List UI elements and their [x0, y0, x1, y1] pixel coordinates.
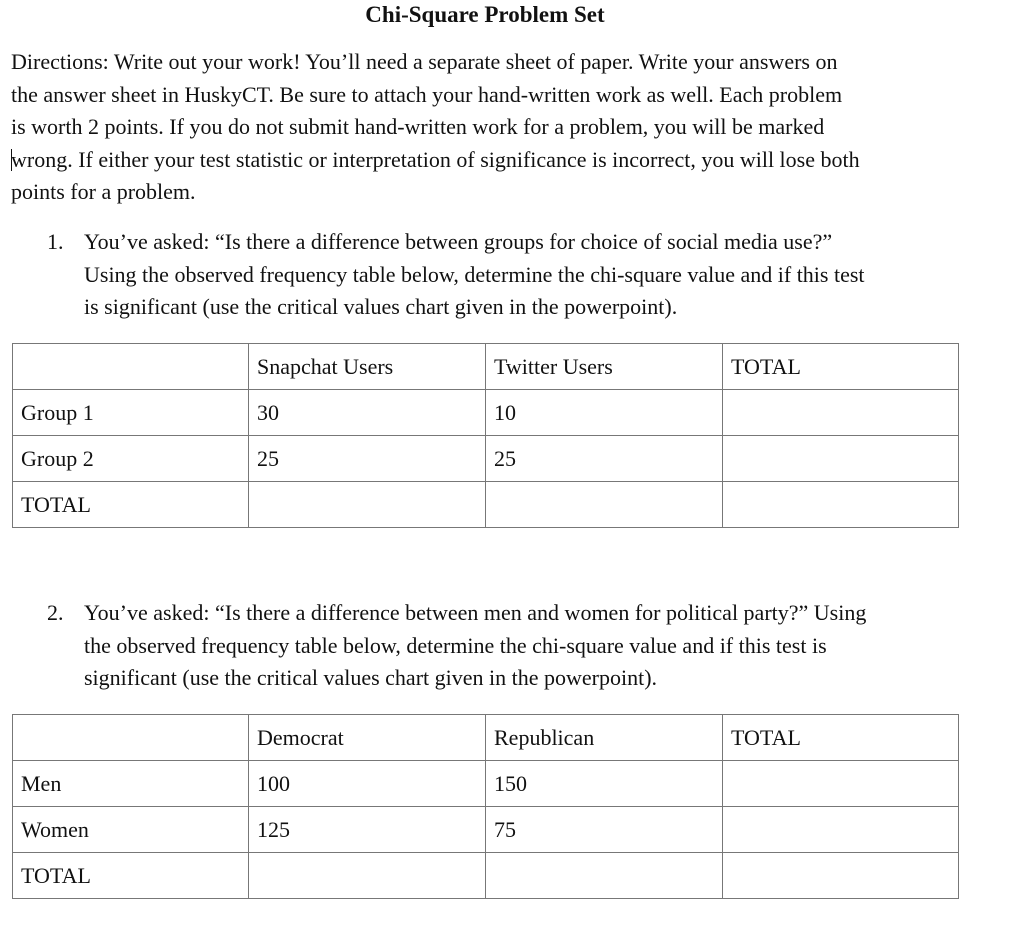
question-line: is significant (use the critical values chart given in the powerpoint). — [84, 294, 678, 320]
table-total-row — [13, 853, 959, 899]
directions-line-with-cursor[interactable] — [11, 144, 1001, 177]
total-cell[interactable] — [723, 853, 959, 899]
table-total-row — [13, 482, 959, 528]
question-line: significant (use the critical values chart given in the powerpoint). — [84, 665, 658, 691]
row-label-cell[interactable]: Group 2 — [13, 436, 249, 482]
directions-line: the answer sheet in HuskyCT. Be sure to attach your hand-written work as well. Each problem — [11, 81, 843, 107]
total-cell[interactable] — [723, 390, 959, 436]
total-cell[interactable] — [723, 807, 959, 853]
directions-line: points for a problem. — [11, 179, 196, 205]
table-cell[interactable]: 25 — [486, 436, 723, 482]
total-cell[interactable] — [723, 482, 959, 528]
table-header-cell[interactable]: Snapchat Users — [249, 344, 486, 390]
directions-line-text: wrong. If either your test statistic or interpretation of significance is incorrect, you will lose both — [11, 146, 860, 172]
table-row — [13, 807, 959, 853]
table-header-cell[interactable] — [13, 715, 249, 761]
table-header-cell[interactable]: TOTAL — [723, 344, 959, 390]
frequency-table-2 — [12, 714, 959, 899]
question-line: You’ve asked: “Is there a difference between men and women for political party?” Using — [84, 600, 867, 625]
table-cell[interactable]: 10 — [486, 390, 723, 436]
table-cell[interactable]: 30 — [249, 390, 486, 436]
question-text — [84, 226, 865, 324]
table-cell[interactable]: 150 — [486, 761, 723, 807]
row-label-cell[interactable]: Group 1 — [13, 390, 249, 436]
directions-paragraph — [11, 46, 1001, 209]
table-cell[interactable]: 125 — [249, 807, 486, 853]
question-text — [84, 597, 866, 695]
total-cell[interactable] — [486, 482, 723, 528]
row-label-cell[interactable]: TOTAL — [13, 853, 249, 899]
question-line: the observed frequency table below, determine the chi-square value and if this test is — [84, 632, 827, 658]
table-cell[interactable]: 25 — [249, 436, 486, 482]
table-header-row — [13, 344, 959, 390]
question-line: Using the observed frequency table below, determine the chi-square value and if this test — [84, 261, 865, 287]
table-row — [13, 390, 959, 436]
row-label-cell[interactable]: Men — [13, 761, 249, 807]
table-header-cell[interactable]: TOTAL — [723, 715, 959, 761]
table-header-cell[interactable]: Democrat — [249, 715, 486, 761]
table-header-row — [13, 715, 959, 761]
table-header-cell[interactable]: Republican — [486, 715, 723, 761]
question-number: 1. — [47, 229, 64, 254]
question-number: 2. — [47, 600, 64, 625]
row-label-cell[interactable]: Women — [13, 807, 249, 853]
table-cell[interactable]: 100 — [249, 761, 486, 807]
table-header-cell[interactable] — [13, 344, 249, 390]
row-label-cell[interactable]: TOTAL — [13, 482, 249, 528]
table-header-cell[interactable]: Twitter Users — [486, 344, 723, 390]
total-cell[interactable] — [723, 761, 959, 807]
table-cell[interactable]: 75 — [486, 807, 723, 853]
total-cell[interactable] — [723, 436, 959, 482]
table-row — [13, 436, 959, 482]
frequency-table-1 — [12, 343, 959, 528]
total-cell[interactable] — [249, 853, 486, 899]
directions-line: is worth 2 points. If you do not submit hand-written work for a problem, you will be marked — [11, 114, 825, 140]
total-cell[interactable] — [486, 853, 723, 899]
directions-line: Directions: Write out your work! You’ll need a separate sheet of paper. Write your answers on — [11, 49, 838, 74]
question-line: You’ve asked: “Is there a difference between groups for choice of social media use?” — [84, 229, 833, 254]
table-row — [13, 761, 959, 807]
page-title: Chi-Square Problem Set — [365, 2, 605, 27]
total-cell[interactable] — [249, 482, 486, 528]
